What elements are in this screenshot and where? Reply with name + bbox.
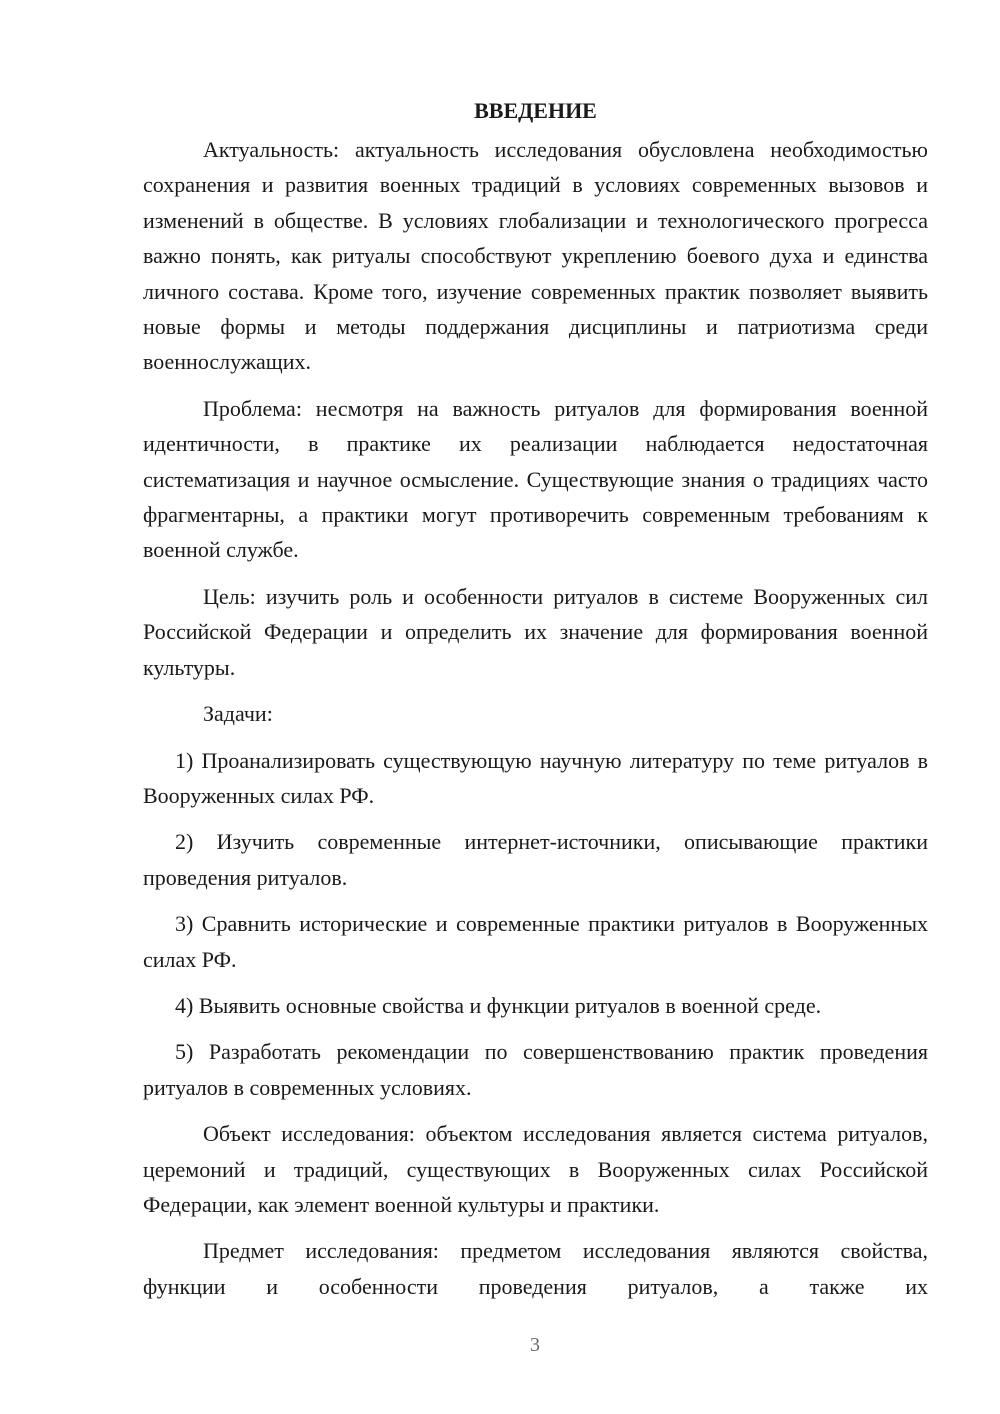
task-item-3: 3) Сравнить исторические и современные практики ритуалов в Вооруженных силах РФ. <box>143 911 928 972</box>
paragraph-problem: Проблема: несмотря на важность ритуалов для формирования военной идентичности, в практике их реализации наблюдается недостаточная систематизация и научное осмысление. Существующие знания о традициях часто фрагментарны, а практики могут противоречить современным требованиям к военной службе. <box>143 395 928 563</box>
paragraph-tasks-label: Задачи: <box>203 701 273 727</box>
paragraph-subject: Предмет исследования: предметом исследования являются свойства, функции и особенности проведения ритуалов, а также их <box>143 1238 928 1299</box>
document-body <box>143 96 928 1304</box>
section-heading: ВВЕДЕНИЕ <box>474 98 597 123</box>
page-number: 3 <box>530 1334 540 1356</box>
task-item-2: 2) Изучить современные интернет-источники, описывающие практики проведения ритуалов. <box>143 829 928 890</box>
paragraph-object: Объект исследования: объектом исследования является система ритуалов, церемоний и традиций, существующих в Вооруженных силах Российской Федерации, как элемент военной культуры и практики. <box>143 1121 928 1217</box>
paragraph-goal: Цель: изучить роль и особенности ритуалов в системе Вооруженных сил Российской Федерации и определить их значение для формирования военной культуры. <box>143 583 928 680</box>
paragraph-relevance: Актуальность: актуальность исследования обусловлена необходимостью сохранения и развития военных традиций в условиях современных вызовов и изменений в обществе. В условиях глобализации и технологического прогресса важно понять, как ритуалы способствуют укреплению боевого духа и единства личного состава. Кроме того, изучение современных практик позволяет выявить новые формы и методы поддержания дисциплины и патриотизма среди военнослужащих. <box>143 137 928 375</box>
task-item-1: 1) Проанализировать существующую научную литературу по теме ритуалов в Вооруженных силах РФ. <box>143 747 928 808</box>
task-item-5: 5) Разработать рекомендации по совершенствованию практик проведения ритуалов в современных условиях. <box>143 1039 928 1100</box>
task-item-4: 4) Выявить основные свойства и функции ритуалов в военной среде. <box>175 992 822 1018</box>
